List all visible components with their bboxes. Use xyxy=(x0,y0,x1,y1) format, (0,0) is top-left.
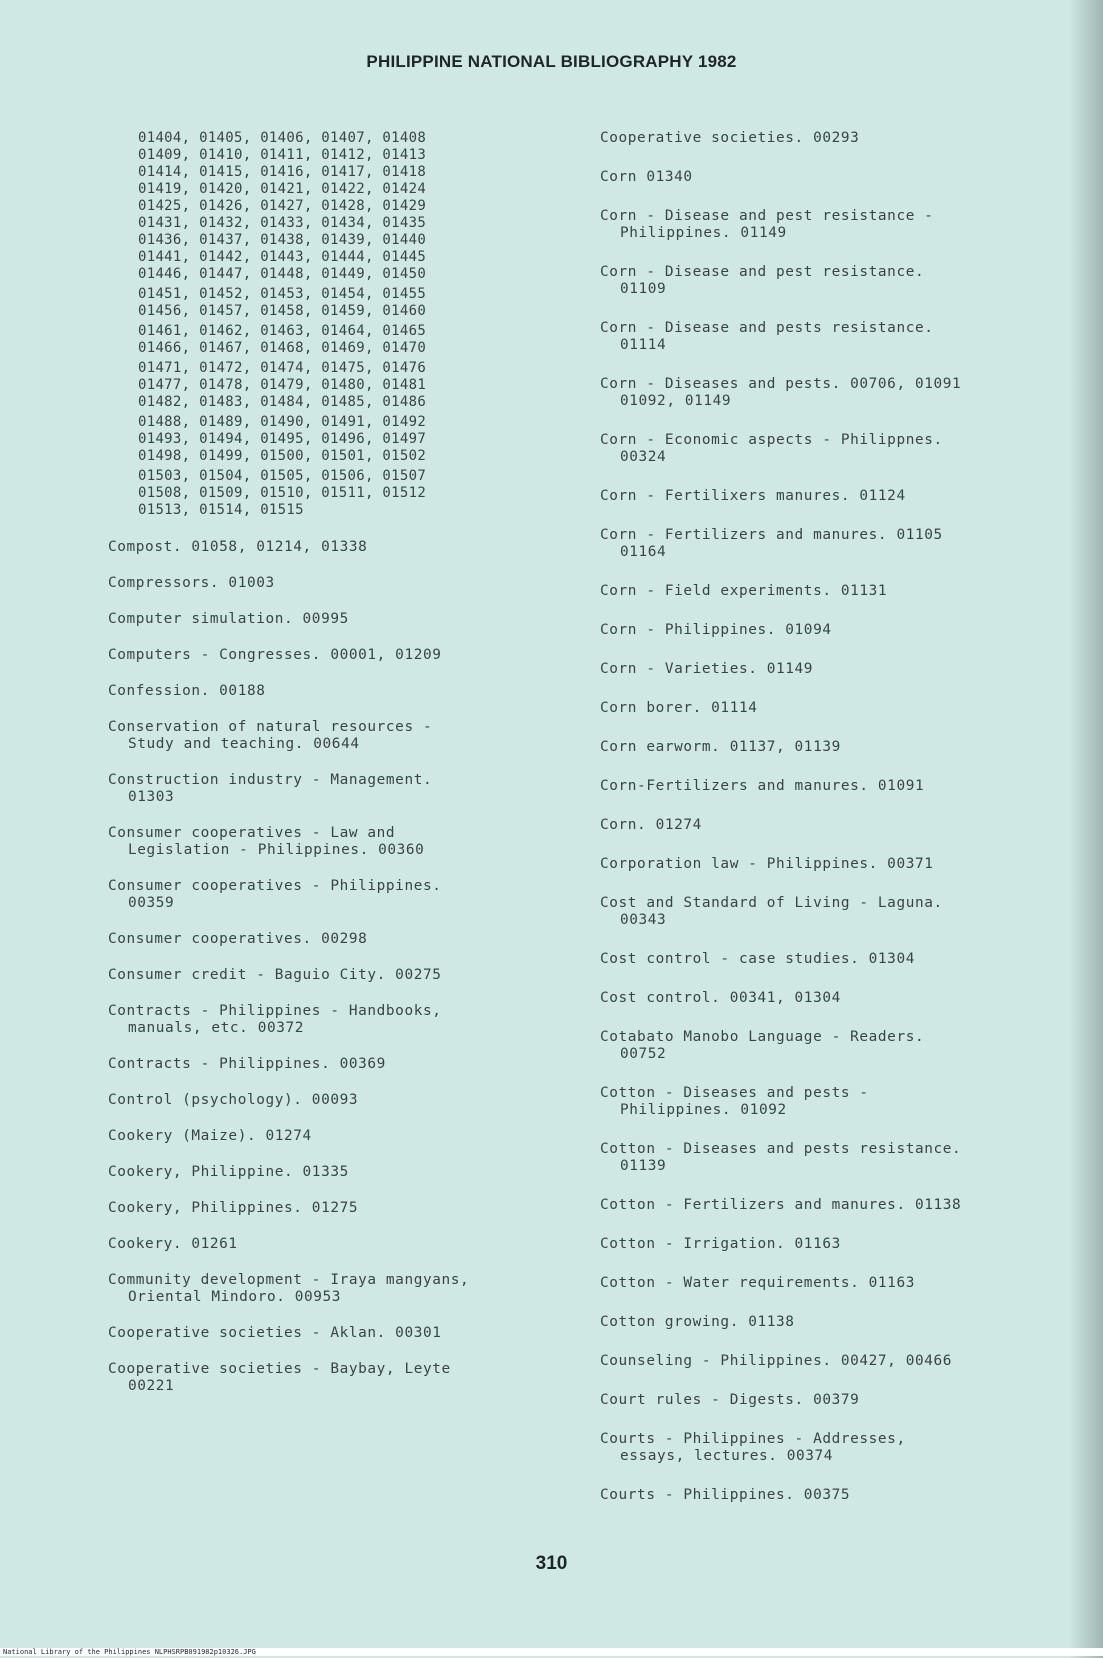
number-line: 01451, 01452, 01453, 01454, 01455 xyxy=(138,286,427,302)
number-line: 01436, 01437, 01438, 01439, 01440 xyxy=(138,232,427,248)
entry-heading: Corn earworm. 01137, 01139 xyxy=(600,739,841,755)
entry-heading: Corn - Varieties. 01149 xyxy=(600,661,814,677)
right-entry-list xyxy=(600,130,1070,1504)
index-entry xyxy=(600,1431,1070,1465)
number-line: 01471, 01472, 01474, 01475, 01476 xyxy=(138,360,427,376)
entry-heading: Cotton - Fertilizers and manures. 01138 xyxy=(600,1197,962,1213)
index-entry xyxy=(600,856,1070,873)
index-entry xyxy=(108,539,568,556)
index-entry xyxy=(600,130,1070,147)
entry-heading: Compost. 01058, 01214, 01338 xyxy=(108,539,368,555)
index-entry xyxy=(600,661,1070,678)
entry-heading: Consumer cooperatives. 00298 xyxy=(108,931,368,947)
index-entry xyxy=(108,1092,568,1109)
page-number: 310 xyxy=(535,1553,568,1574)
left-entry-list xyxy=(108,539,568,1395)
continued-number-list xyxy=(138,130,568,519)
entry-continuation: 01092, 01149 xyxy=(620,393,732,409)
index-entry xyxy=(600,1029,1070,1063)
scan-credit: National Library of the Philippines NLPHSRPB091982p10326.JPG xyxy=(0,1648,1103,1656)
entry-continuation: Study and teaching. 00644 xyxy=(128,736,360,752)
entry-heading: Courts - Philippines - Addresses, xyxy=(600,1431,906,1447)
number-line: 01461, 01462, 01463, 01464, 01465 xyxy=(138,323,427,339)
entry-heading: Cookery. 01261 xyxy=(108,1236,238,1252)
entry-continuation: 00359 xyxy=(128,895,175,911)
entry-heading: Community development - Iraya mangyans, xyxy=(108,1272,470,1288)
index-entry xyxy=(600,264,1070,298)
number-line: 01409, 01410, 01411, 01412, 01413 xyxy=(138,147,427,163)
entry-continuation: 01139 xyxy=(620,1158,667,1174)
entry-heading: Corn - Disease and pest resistance. xyxy=(600,264,925,280)
entry-continuation: 01109 xyxy=(620,281,667,297)
index-entry xyxy=(108,683,568,700)
number-line: 01498, 01499, 01500, 01501, 01502 xyxy=(138,448,427,464)
index-entry xyxy=(108,1200,568,1217)
entry-heading: Corn - Fertilixers manures. 01124 xyxy=(600,488,906,504)
index-entry xyxy=(600,320,1070,354)
index-entry xyxy=(108,967,568,984)
entry-heading: Cost and Standard of Living - Laguna. xyxy=(600,895,943,911)
entry-heading: Cotton - Diseases and pests - xyxy=(600,1085,869,1101)
entry-heading: Cotton - Diseases and pests resistance. xyxy=(600,1141,962,1157)
number-line: 01508, 01509, 01510, 01511, 01512 xyxy=(138,485,427,501)
index-entry xyxy=(108,1325,568,1342)
index-entry xyxy=(600,895,1070,929)
index-entry xyxy=(600,1085,1070,1119)
index-entry xyxy=(600,1353,1070,1370)
page-edge-shadow xyxy=(1069,0,1103,1658)
entry-heading: Cookery, Philippine. 01335 xyxy=(108,1164,349,1180)
index-entry xyxy=(600,1275,1070,1292)
page-header: PHILIPPINE NATIONAL BIBLIOGRAPHY 1982 xyxy=(366,52,737,71)
index-entry xyxy=(600,1314,1070,1331)
index-entry xyxy=(108,611,568,628)
index-entry xyxy=(108,1128,568,1145)
number-line: 01446, 01447, 01448, 01449, 01450 xyxy=(138,266,427,282)
index-entry xyxy=(600,488,1070,505)
entry-heading: Corn - Disease and pest resistance - xyxy=(600,208,934,224)
entry-heading: Cooperative societies - Baybay, Leyte xyxy=(108,1361,451,1377)
index-entry xyxy=(600,432,1070,466)
entry-heading: Consumer cooperatives - Philippines. xyxy=(108,878,442,894)
index-entry xyxy=(600,169,1070,186)
entry-heading: Corn - Economic aspects - Philippnes. xyxy=(600,432,943,448)
entry-continuation: Philippines. 01149 xyxy=(620,225,787,241)
index-entry xyxy=(600,583,1070,600)
index-entry xyxy=(600,1197,1070,1214)
entry-continuation: Philippines. 01092 xyxy=(620,1102,787,1118)
entry-heading: Cooperative societies. 00293 xyxy=(600,130,860,146)
entry-heading: Corn - Philippines. 01094 xyxy=(600,622,832,638)
index-entry xyxy=(600,622,1070,639)
index-entry xyxy=(600,527,1070,561)
index-entry xyxy=(600,990,1070,1007)
entry-heading: Court rules - Digests. 00379 xyxy=(600,1392,860,1408)
entry-heading: Corn borer. 01114 xyxy=(600,700,758,716)
number-line: 01425, 01426, 01427, 01428, 01429 xyxy=(138,198,427,214)
number-line: 01419, 01420, 01421, 01422, 01424 xyxy=(138,181,427,197)
entry-heading: Confession. 00188 xyxy=(108,683,266,699)
entry-heading: Cost control. 00341, 01304 xyxy=(600,990,841,1006)
entry-heading: Corn - Disease and pests resistance. xyxy=(600,320,934,336)
entry-heading: Corn - Diseases and pests. 00706, 01091 xyxy=(600,376,962,392)
number-line: 01466, 01467, 01468, 01469, 01470 xyxy=(138,340,427,356)
entry-heading: Counseling - Philippines. 00427, 00466 xyxy=(600,1353,953,1369)
index-entry xyxy=(600,778,1070,795)
entry-continuation: 01303 xyxy=(128,789,175,805)
number-line: 01441, 01442, 01443, 01444, 01445 xyxy=(138,249,427,265)
entry-heading: Consumer cooperatives - Law and xyxy=(108,825,396,841)
entry-heading: Cotton growing. 01138 xyxy=(600,1314,795,1330)
entry-heading: Corn - Fertilizers and manures. 01105 xyxy=(600,527,943,543)
entry-heading: Courts - Philippines. 00375 xyxy=(600,1487,851,1503)
entry-continuation: 01164 xyxy=(620,544,667,560)
index-entry xyxy=(108,878,568,912)
entry-heading: Compressors. 01003 xyxy=(108,575,275,591)
entry-continuation: Oriental Mindoro. 00953 xyxy=(128,1289,342,1305)
entry-heading: Conservation of natural resources - xyxy=(108,719,433,735)
number-line: 01482, 01483, 01484, 01485, 01486 xyxy=(138,394,427,410)
index-entry xyxy=(600,208,1070,242)
number-line: 01414, 01415, 01416, 01417, 01418 xyxy=(138,164,427,180)
entry-heading: Control (psychology). 00093 xyxy=(108,1092,359,1108)
index-entry xyxy=(108,825,568,859)
entry-heading: Corn - Field experiments. 01131 xyxy=(600,583,888,599)
entry-heading: Corn. 01274 xyxy=(600,817,702,833)
entry-continuation: 00324 xyxy=(620,449,667,465)
entry-heading: Corporation law - Philippines. 00371 xyxy=(600,856,934,872)
index-entry xyxy=(600,1487,1070,1504)
entry-continuation: 00752 xyxy=(620,1046,667,1062)
left-column xyxy=(108,130,568,1414)
entry-continuation: essays, lectures. 00374 xyxy=(620,1448,834,1464)
number-line: 01477, 01478, 01479, 01480, 01481 xyxy=(138,377,427,393)
index-entry xyxy=(108,575,568,592)
number-line: 01456, 01457, 01458, 01459, 01460 xyxy=(138,303,427,319)
index-entry xyxy=(600,700,1070,717)
entry-heading: Corn 01340 xyxy=(600,169,693,185)
entry-continuation: 00221 xyxy=(128,1378,175,1394)
entry-continuation: manuals, etc. 00372 xyxy=(128,1020,305,1036)
entry-continuation: 00343 xyxy=(620,912,667,928)
entry-heading: Contracts - Philippines - Handbooks, xyxy=(108,1003,442,1019)
entry-heading: Computers - Congresses. 00001, 01209 xyxy=(108,647,442,663)
entry-heading: Cotton - Water requirements. 01163 xyxy=(600,1275,915,1291)
index-entry xyxy=(600,817,1070,834)
index-entry xyxy=(108,931,568,948)
index-entry xyxy=(600,376,1070,410)
index-entry xyxy=(600,1392,1070,1409)
index-entry xyxy=(108,1236,568,1253)
right-column xyxy=(600,130,1070,1526)
index-entry xyxy=(108,719,568,753)
entry-heading: Cookery, Philippines. 01275 xyxy=(108,1200,359,1216)
index-entry xyxy=(108,1361,568,1395)
index-entry xyxy=(108,647,568,664)
index-entry xyxy=(108,1003,568,1037)
index-entry xyxy=(600,1236,1070,1253)
entry-heading: Computer simulation. 00995 xyxy=(108,611,349,627)
number-line: 01513, 01514, 01515 xyxy=(138,502,304,518)
number-line: 01503, 01504, 01505, 01506, 01507 xyxy=(138,468,427,484)
index-entry xyxy=(600,951,1070,968)
entry-continuation: Legislation - Philippines. 00360 xyxy=(128,842,425,858)
entry-heading: Cooperative societies - Aklan. 00301 xyxy=(108,1325,442,1341)
index-entry xyxy=(600,1141,1070,1175)
number-line: 01431, 01432, 01433, 01434, 01435 xyxy=(138,215,427,231)
index-entry xyxy=(108,772,568,806)
number-line: 01404, 01405, 01406, 01407, 01408 xyxy=(138,130,427,146)
index-entry xyxy=(108,1272,568,1306)
entry-heading: Cookery (Maize). 01274 xyxy=(108,1128,312,1144)
number-line: 01493, 01494, 01495, 01496, 01497 xyxy=(138,431,427,447)
entry-heading: Cotton - Irrigation. 01163 xyxy=(600,1236,841,1252)
entry-continuation: 01114 xyxy=(620,337,667,353)
index-entry xyxy=(600,739,1070,756)
index-entry xyxy=(108,1056,568,1073)
entry-heading: Consumer credit - Baguio City. 00275 xyxy=(108,967,442,983)
entry-heading: Contracts - Philippines. 00369 xyxy=(108,1056,386,1072)
number-line: 01488, 01489, 01490, 01491, 01492 xyxy=(138,414,427,430)
entry-heading: Cotabato Manobo Language - Readers. xyxy=(600,1029,925,1045)
entry-heading: Cost control - case studies. 01304 xyxy=(600,951,915,967)
entry-heading: Corn-Fertilizers and manures. 01091 xyxy=(600,778,925,794)
index-entry xyxy=(108,1164,568,1181)
entry-heading: Construction industry - Management. xyxy=(108,772,433,788)
